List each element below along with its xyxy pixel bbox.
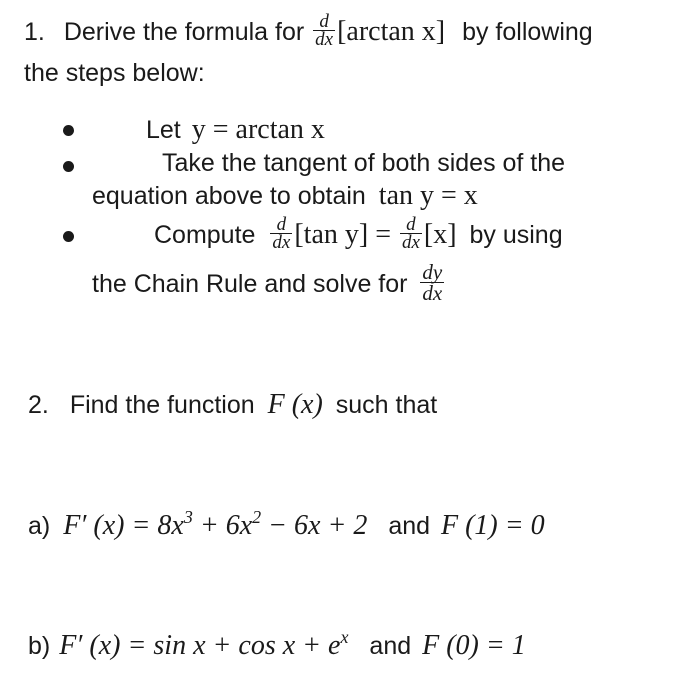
problem1-line1 [24,11,593,51]
part-b-equation [59,627,349,661]
part-b-label: b) [28,632,51,660]
part-a-exponent-2: 2 [252,507,262,527]
step1-math: y = arctan x [191,114,325,145]
step3-line2 [92,260,446,306]
step2-math: tan y = x [378,180,478,211]
dy-dx-fraction [420,262,444,303]
step1-text: Let [146,116,181,144]
part-b-lhs: F′ (x) = sin x + cos x + e [59,630,341,661]
derivative-denominator: dx [315,29,334,50]
step3-left-numerator: d [270,216,292,234]
problem1-intro-tail: by following [462,18,593,47]
problem2-line [28,390,437,420]
part-a-lhs: F′ (x) = 8x [63,510,184,541]
step2-line2-text: equation above to obtain [92,182,366,210]
part-a-rhs: − 6x + 2 [261,510,368,541]
step3-tail: by using [469,221,563,250]
step2-line1-text: Take the tangent of both sides of the [162,149,566,177]
problem1-number: 1. [24,18,45,47]
derivative-operator [313,13,335,48]
step2-line2 [92,181,478,211]
step3-left-expression: [tan y] = [294,219,391,251]
part-a-exponent-3: 3 [183,507,193,527]
part-a-label: a) [28,512,51,540]
problem2-math: F (x) [267,389,323,420]
dy-numerator: dy [422,260,443,284]
part-a-and: and [388,512,431,540]
part-a-condition: F (1) = 0 [441,510,545,541]
problem2-number: 2. [28,391,49,419]
bullet-step3 [63,231,74,242]
step3-line1 [154,214,563,254]
part-b-exponent: x [340,627,349,647]
part-b-and: and [369,632,412,660]
arctan-expression: [arctan x] [337,16,446,48]
step3-text: Compute [154,221,256,250]
part-a-equation [63,507,368,541]
step3-right-numerator: d [400,216,422,234]
step1 [146,115,325,145]
step3-right-expression: [x] [423,219,457,251]
step3-derivative-left [270,216,292,251]
part-a-mid: + 6x [192,510,253,541]
step2-line1 [162,148,565,178]
problem2-tail: such that [335,391,438,419]
derivative-numerator: d [313,13,335,31]
problem2-text: Find the function [69,391,255,419]
bullet-step1 [63,125,74,136]
dx-denominator: dx [422,281,443,305]
step3-right-denominator: dx [401,232,420,253]
problem1-intro-text: Derive the formula for [63,18,305,47]
bullet-step2 [63,161,74,172]
step3-derivative-right [400,216,422,251]
step3-line2-text: the Chain Rule and solve for [92,270,408,299]
problem1-line2 [24,58,205,88]
step3-left-denominator: dx [272,232,291,253]
problem1-steps-intro: the steps below: [24,59,205,87]
part-b [28,627,526,661]
part-b-condition: F (0) = 1 [422,630,526,661]
part-a [28,507,545,541]
